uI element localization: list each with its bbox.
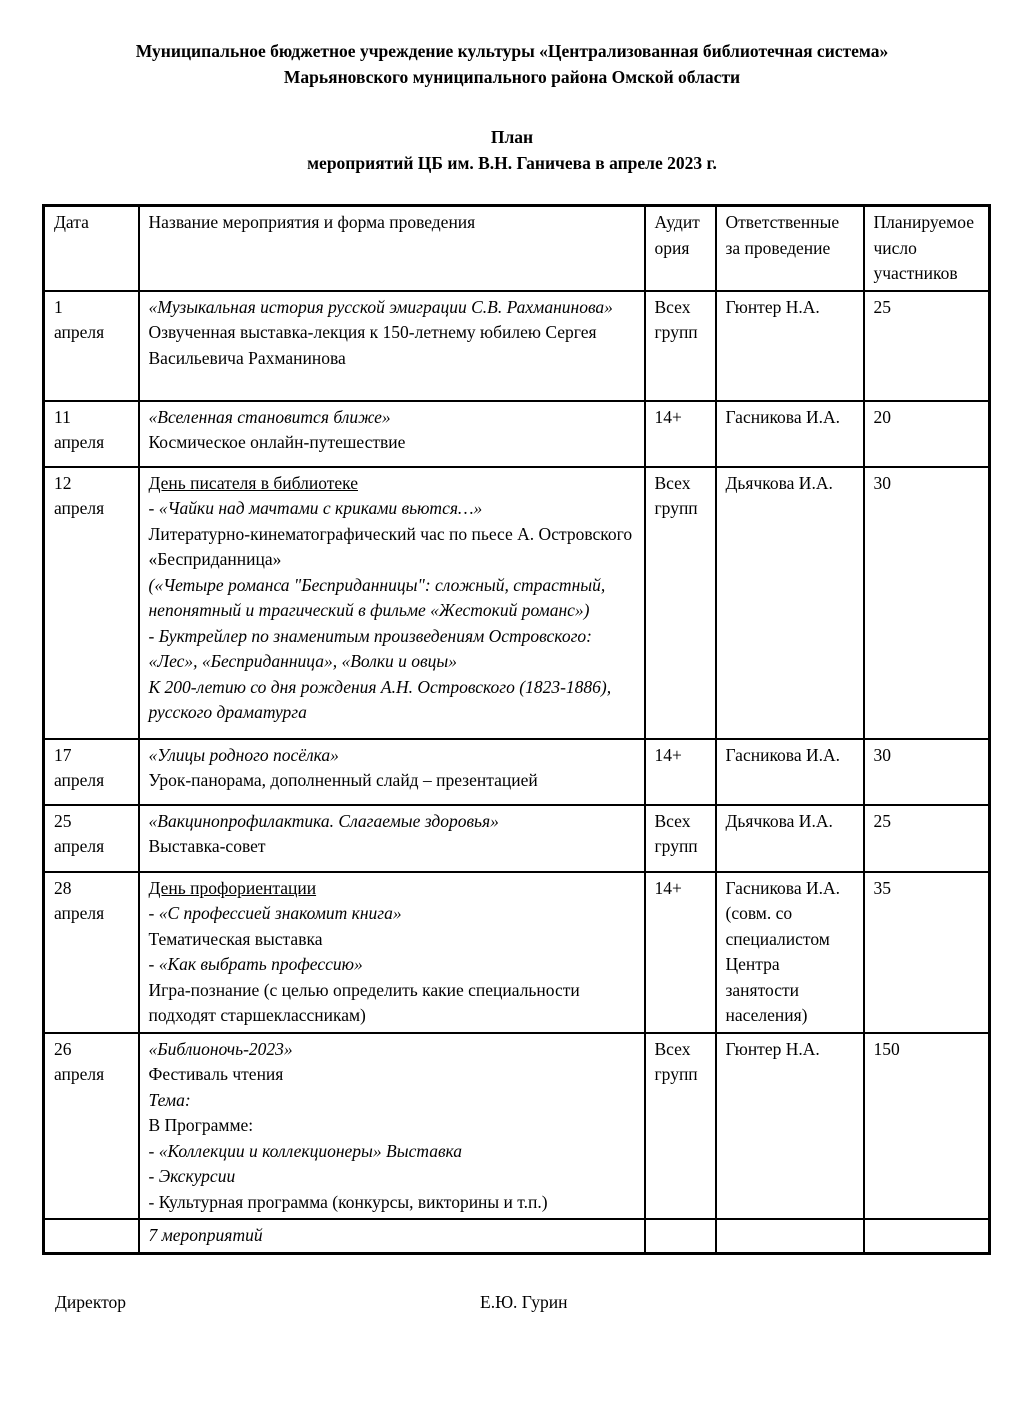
table-row xyxy=(44,291,990,401)
date-cell: 17 апреля xyxy=(44,739,139,805)
date-cell: 25 апреля xyxy=(44,805,139,872)
responsible-cell: Гасникова И.А. (совм. со специалистом Центра занятости населения) xyxy=(716,872,864,1033)
table-row xyxy=(44,739,990,805)
event-line: - «Как выбрать профессию» xyxy=(148,954,363,974)
event-line: - Культурная программа (конкурсы, викторины и т.п.) xyxy=(148,1191,548,1212)
date-cell: 26 апреля xyxy=(44,1033,139,1220)
date-cell: 1 апреля xyxy=(44,291,139,401)
event-line: - «С профессией знакомит книга» xyxy=(148,903,402,923)
date-cell xyxy=(44,1219,139,1253)
header-audience: Аудитория xyxy=(645,206,716,291)
audience-cell: 14+ xyxy=(645,872,716,1033)
event-line: Тематическая выставка xyxy=(148,928,323,949)
document-title xyxy=(0,124,1024,176)
event-cell xyxy=(139,467,645,739)
date-cell: 28 апреля xyxy=(44,872,139,1033)
audience-cell: Всех групп xyxy=(645,467,716,739)
event-line: Озвученная выставка-лекция к 150-летнему юбилею Сергея Васильевича Рахманинова xyxy=(148,322,597,368)
event-line: - «Чайки над мачтами с криками вьются…» xyxy=(148,498,483,518)
table-row xyxy=(44,1033,990,1220)
participants-cell: 25 xyxy=(864,805,990,872)
table-row xyxy=(44,872,990,1033)
event-line: Литературно-кинематографический час по пьесе А. Островского «Бесприданница» xyxy=(148,523,633,569)
event-line: День профориентации xyxy=(148,877,317,898)
event-line: К 200-летию со дня рождения А.Н. Островского (1823-1886), русского драматурга xyxy=(148,676,612,722)
event-cell xyxy=(139,805,645,872)
event-line: - Экскурсии xyxy=(148,1166,236,1186)
table-row xyxy=(44,1219,990,1253)
participants-cell: 150 xyxy=(864,1033,990,1220)
events-plan-table xyxy=(42,204,991,1255)
audience-cell xyxy=(645,1219,716,1253)
table-row xyxy=(44,805,990,872)
event-line: - Буктрейлер по знаменитым произведениям Островского: «Лес», «Бесприданница», «Волки и овцы» xyxy=(148,625,592,671)
event-line: Урок-панорама, дополненный слайд – презентацией xyxy=(148,770,538,790)
event-line: Игра-познание (с целью определить какие специальности подходят старшеклассникам) xyxy=(148,979,580,1025)
event-cell xyxy=(139,291,645,401)
event-line: «Библионочь-2023» xyxy=(148,1038,293,1059)
participants-cell xyxy=(864,1219,990,1253)
participants-cell: 20 xyxy=(864,401,990,467)
responsible-cell: Гюнтер Н.А. xyxy=(716,1033,864,1220)
responsible-cell: Дьячкова И.А. xyxy=(716,805,864,872)
table-row xyxy=(44,467,990,739)
responsible-cell: Дьячкова И.А. xyxy=(716,467,864,739)
organization-name xyxy=(0,0,1024,90)
event-line: «Улицы родного посёлка» xyxy=(148,744,339,765)
event-line: «Музыкальная история русской эмиграции С.В. Рахманинова» xyxy=(148,296,613,317)
audience-cell: 14+ xyxy=(645,739,716,805)
event-cell xyxy=(139,1033,645,1220)
event-line: Фестиваль чтения xyxy=(148,1064,284,1084)
event-line: Космическое онлайн-путешествие xyxy=(148,432,406,452)
header-date: Дата xyxy=(44,206,139,291)
responsible-cell xyxy=(716,1219,864,1253)
event-cell xyxy=(139,401,645,467)
audience-cell: Всех групп xyxy=(645,291,716,401)
responsible-cell: Гюнтер Н.А. xyxy=(716,291,864,401)
event-line: В Программе: xyxy=(148,1115,254,1135)
audience-cell: 14+ xyxy=(645,401,716,467)
event-line: «Вселенная становится ближе» xyxy=(148,406,391,427)
participants-cell: 30 xyxy=(864,467,990,739)
participants-cell: 35 xyxy=(864,872,990,1033)
event-line: - «Коллекции и коллекционеры» Выставка xyxy=(148,1140,463,1161)
event-line: («Четыре романса "Бесприданницы": сложный, страстный, непонятный и трагический в фильме «Жестокий романс») xyxy=(148,574,606,620)
participants-cell: 25 xyxy=(864,291,990,401)
event-cell xyxy=(139,872,645,1033)
signature-name: Е.Ю. Гурин xyxy=(480,1292,568,1312)
audience-cell: Всех групп xyxy=(645,1033,716,1220)
event-cell xyxy=(139,739,645,805)
event-line: День писателя в библиотеке xyxy=(148,472,358,493)
signature-position: Директор xyxy=(55,1292,127,1312)
header-event: Название мероприятия и форма проведения xyxy=(139,206,645,291)
event-line: «Вакцинопрофилактика. Слагаемые здоровья» xyxy=(148,810,499,831)
responsible-cell: Гасникова И.А. xyxy=(716,739,864,805)
table-row xyxy=(44,401,990,467)
responsible-cell: Гасникова И.А. xyxy=(716,401,864,467)
document-title-line2: мероприятий ЦБ им. В.Н. Ганичева в апреле 2023 г. xyxy=(307,153,717,173)
event-cell xyxy=(139,1219,645,1253)
document-title-line1: План xyxy=(490,127,534,147)
date-cell: 12 апреля xyxy=(44,467,139,739)
header-responsible: Ответственные за проведение xyxy=(716,206,864,291)
organization-name-line2: Марьяновского муниципального района Омской области xyxy=(283,67,741,87)
date-cell: 11 апреля xyxy=(44,401,139,467)
event-line: Выставка-совет xyxy=(148,836,266,856)
event-line: 7 мероприятий xyxy=(148,1225,263,1245)
event-line: Тема: xyxy=(148,1089,191,1110)
plan-table-body xyxy=(44,291,990,1254)
organization-name-line1: Муниципальное бюджетное учреждение культуры «Централизованная библиотечная система» xyxy=(135,41,889,61)
participants-cell: 30 xyxy=(864,739,990,805)
audience-cell: Всех групп xyxy=(645,805,716,872)
header-participants: Планируемое число участников xyxy=(864,206,990,291)
table-header-row xyxy=(44,206,990,291)
